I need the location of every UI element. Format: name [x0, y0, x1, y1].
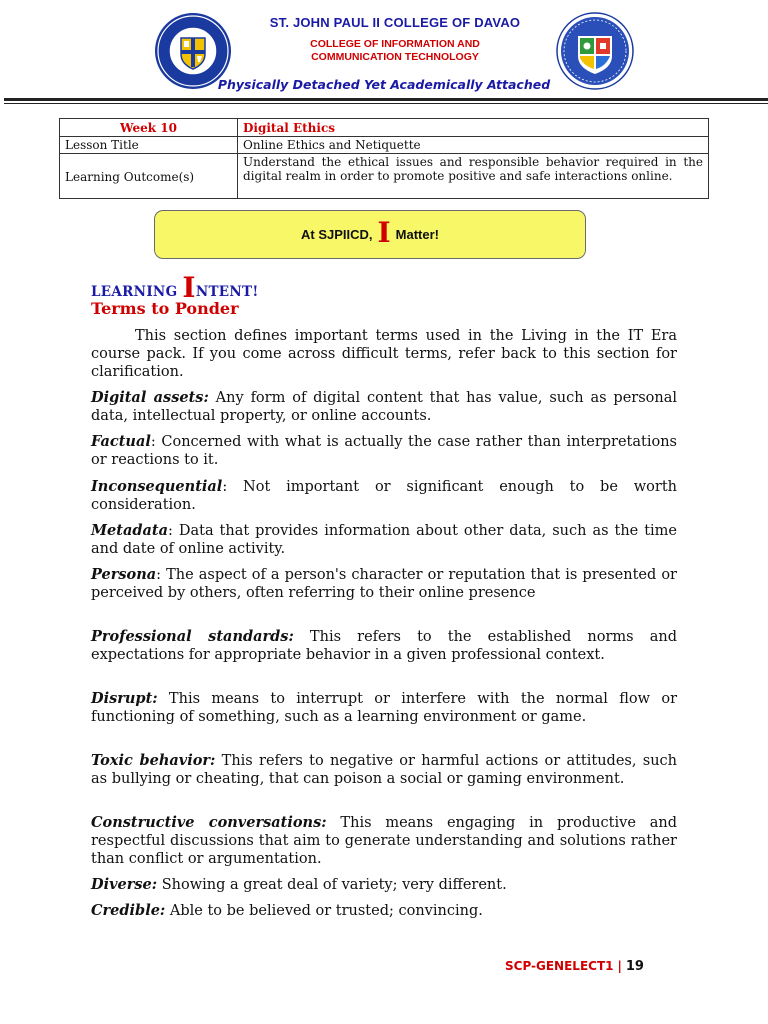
term-definition: : Concerned with what is actually the case rather than interpretations or reactions to it. [91, 434, 677, 468]
department-name [240, 38, 550, 64]
page-footer [505, 959, 644, 974]
course-code: SCP-GENELECT1 [505, 959, 614, 973]
term-toxic-behavior [91, 752, 677, 788]
term-definition: Able to be believed or trusted; convincing. [165, 903, 483, 919]
learning-intent-big-letter: I [182, 271, 196, 304]
lesson-table [59, 118, 709, 199]
term-credible [91, 902, 677, 920]
term-metadata [91, 522, 677, 558]
department-name-line-1: COLLEGE OF INFORMATION AND [310, 38, 480, 50]
footer-separator: | [617, 959, 622, 973]
term-digital-assets [91, 389, 677, 425]
slogan-suffix: Matter! [395, 227, 439, 242]
table-row [60, 137, 709, 154]
term-disrupt [91, 690, 677, 726]
term-name: Constructive conversations: [91, 814, 327, 831]
slogan-big-letter: I [377, 216, 391, 249]
term-definition: This means to interrupt or interfere with the normal flow or functioning of something, such as a learning environment or game. [91, 691, 677, 725]
tagline: Physically Detached Yet Academically Attached [217, 77, 551, 92]
term-definition: This means engaging in productive and respectful discussions that aim to generate understanding and solutions rather than conflict or argumentation. [91, 815, 677, 867]
term-name: Toxic behavior: [91, 752, 216, 769]
term-definition: This refers to negative or harmful actions or attitudes, such as bullying or cheating, that can poison a social or gaming environment. [91, 753, 677, 787]
term-definition: : Not important or significant enough to be worth consideration. [91, 479, 677, 513]
term-definition: This refers to the established norms and expectations for appropriate behavior in a given professional context. [91, 629, 677, 663]
term-name: Diverse: [91, 876, 158, 893]
term-name: Inconsequential [91, 478, 223, 495]
terms-heading: Terms to Ponder [91, 299, 239, 318]
department-name-line-2: COMMUNICATION TECHNOLOGY [311, 51, 479, 63]
term-name: Persona [91, 566, 157, 583]
term-definition: Showing a great deal of variety; very different. [157, 877, 507, 893]
page-number: 19 [625, 959, 644, 974]
lesson-title: Online Ethics and Netiquette [238, 137, 709, 154]
learning-outcome-label: Learning Outcome(s) [60, 154, 238, 199]
term-persona [91, 566, 677, 602]
header-rule [4, 98, 768, 101]
week-label: Week 10 [60, 119, 238, 137]
term-diverse [91, 876, 677, 894]
slogan-prefix: At SJPIICD, [301, 227, 373, 242]
term-name: Disrupt: [91, 690, 158, 707]
term-name: Factual [91, 433, 151, 450]
header-rule-thin [4, 103, 768, 104]
learning-intent-suffix: NTENT! [195, 284, 259, 300]
slogan-box [154, 210, 586, 259]
intro-paragraph: This section defines important terms used in the Living in the IT Era course pack. If you come across difficult terms, refer back to this section for clarification. [91, 328, 677, 380]
table-row [60, 154, 709, 199]
college-name: ST. JOHN PAUL II COLLEGE OF DAVAO [269, 15, 521, 30]
term-name: Professional standards: [91, 628, 294, 645]
term-name: Metadata [91, 522, 168, 539]
term-name: Credible: [91, 902, 166, 919]
term-inconsequential [91, 478, 677, 514]
term-definition: : Data that provides information about other data, such as the time and date of online activity. [91, 523, 677, 557]
learning-outcome: Understand the ethical issues and responsible behavior required in the digital realm in order to promote positive and safe interactions online. [238, 154, 709, 199]
topic-title: Digital Ethics [238, 119, 709, 137]
term-factual [91, 433, 677, 469]
term-professional-standards [91, 628, 677, 664]
learning-intent-prefix: LEARNING [91, 284, 178, 300]
lesson-title-label: Lesson Title [60, 137, 238, 154]
term-name: Digital assets: [91, 389, 209, 406]
term-constructive-conversations [91, 814, 677, 868]
term-definition: Any form of digital content that has value, such as personal data, intellectual property, or online accounts. [91, 390, 677, 424]
table-row [60, 119, 709, 137]
term-definition: : The aspect of a person's character or reputation that is presented or perceived by others, often referring to their online presence [91, 567, 677, 601]
